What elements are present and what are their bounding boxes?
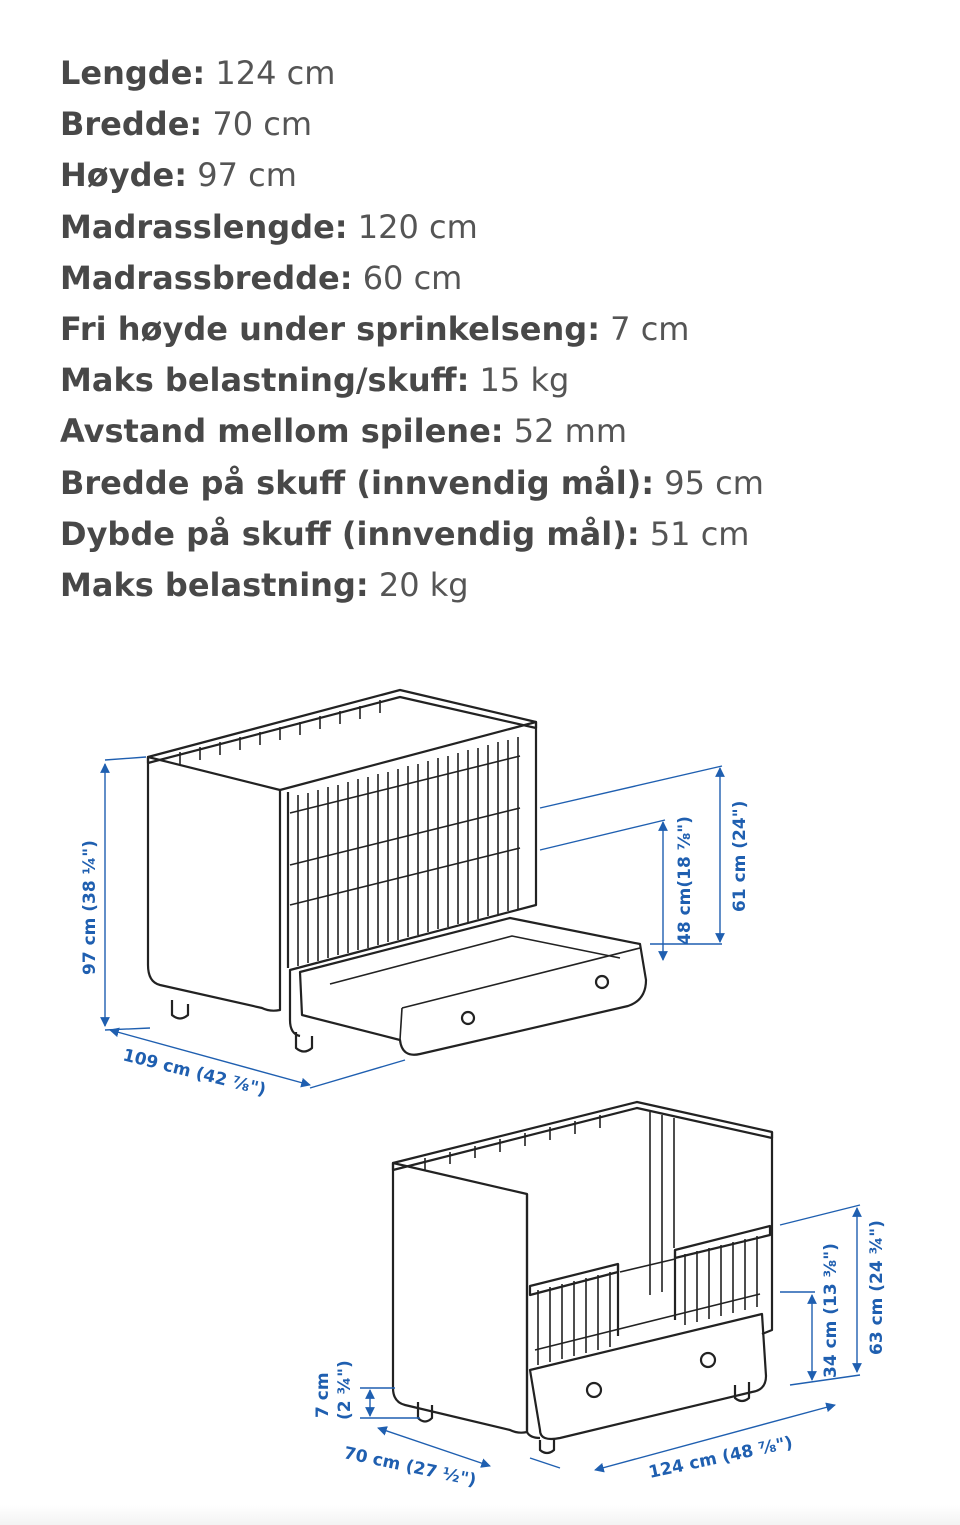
- spec-value: 51 cm: [649, 514, 750, 553]
- dim-height-top: 97 cm (38 ¼"): [80, 840, 100, 975]
- crib-drawing-top: [148, 690, 646, 1055]
- spec-row-clearance: [60, 304, 940, 355]
- spec-label: Madrassbredde:: [60, 258, 353, 297]
- spec-row-length: [60, 48, 940, 99]
- dim-floor-bottom: 7 cm: [313, 1372, 333, 1418]
- spec-label: Madrasslengde:: [60, 207, 348, 246]
- spec-value: 97 cm: [197, 156, 297, 195]
- crib-slats-top: [180, 700, 518, 966]
- dim-rail-low-top: 48 cm(18 ⅞"): [675, 816, 695, 945]
- spec-value: 95 cm: [664, 463, 764, 502]
- spec-value: 52 mm: [513, 412, 627, 451]
- spec-row-slat-gap: [60, 406, 940, 457]
- dim-width-top: 109 cm (42 ⅞"): [120, 1045, 268, 1101]
- spec-value: 7 cm: [610, 309, 690, 348]
- spec-value: 60 cm: [362, 258, 463, 297]
- dim-rail-low-bottom: 34 cm (13 ⅜"): [821, 1243, 841, 1378]
- dim-length-bottom: 124 cm (48 ⅞"): [646, 1432, 795, 1483]
- dim-depth-bottom: 70 cm (27 ½"): [341, 1443, 479, 1491]
- spec-row-height: [60, 150, 940, 201]
- spec-value: 120 cm: [357, 207, 478, 246]
- crib-slats-bottom: [425, 1112, 757, 1365]
- dim-floor-inch-bottom: (2 ¾"): [335, 1360, 355, 1420]
- dim-rail-high-bottom: 63 cm (24 ¾"): [867, 1220, 887, 1355]
- spec-value: 20 kg: [378, 565, 469, 604]
- spec-list: [60, 48, 940, 611]
- dimension-lines-bottom: [360, 1205, 860, 1470]
- spec-row-drawer-width: [60, 458, 940, 509]
- spec-label: Lengde:: [60, 54, 206, 92]
- dimension-lines-top: [105, 757, 722, 1088]
- dim-rail-high-top: 61 cm (24"): [730, 800, 750, 912]
- spec-value: 124 cm: [215, 54, 336, 92]
- spec-row-max-load: [60, 560, 940, 611]
- spec-row-mattress-length: [60, 202, 940, 253]
- spec-label: Avstand mellom spilene:: [60, 412, 504, 451]
- spec-label: Dybde på skuff (innvendig mål):: [60, 514, 640, 553]
- spec-value: 70 cm: [212, 105, 313, 144]
- spec-label: Høyde:: [60, 156, 188, 195]
- bottom-edge: [0, 1505, 960, 1525]
- spec-label: Maks belastning/skuff:: [60, 361, 470, 400]
- spec-label: Maks belastning:: [60, 565, 369, 604]
- spec-label: Bredde på skuff (innvendig mål):: [60, 463, 655, 502]
- spec-label: Fri høyde under sprinkelseng:: [60, 309, 600, 348]
- spec-label: Bredde:: [60, 105, 203, 144]
- crib-drawing-bottom: [393, 1102, 772, 1453]
- spec-row-max-load-drawer: [60, 355, 940, 406]
- spec-value: 15 kg: [479, 361, 570, 400]
- spec-row-mattress-width: [60, 253, 940, 304]
- spec-row-width: [60, 99, 940, 150]
- spec-row-drawer-depth: [60, 509, 940, 560]
